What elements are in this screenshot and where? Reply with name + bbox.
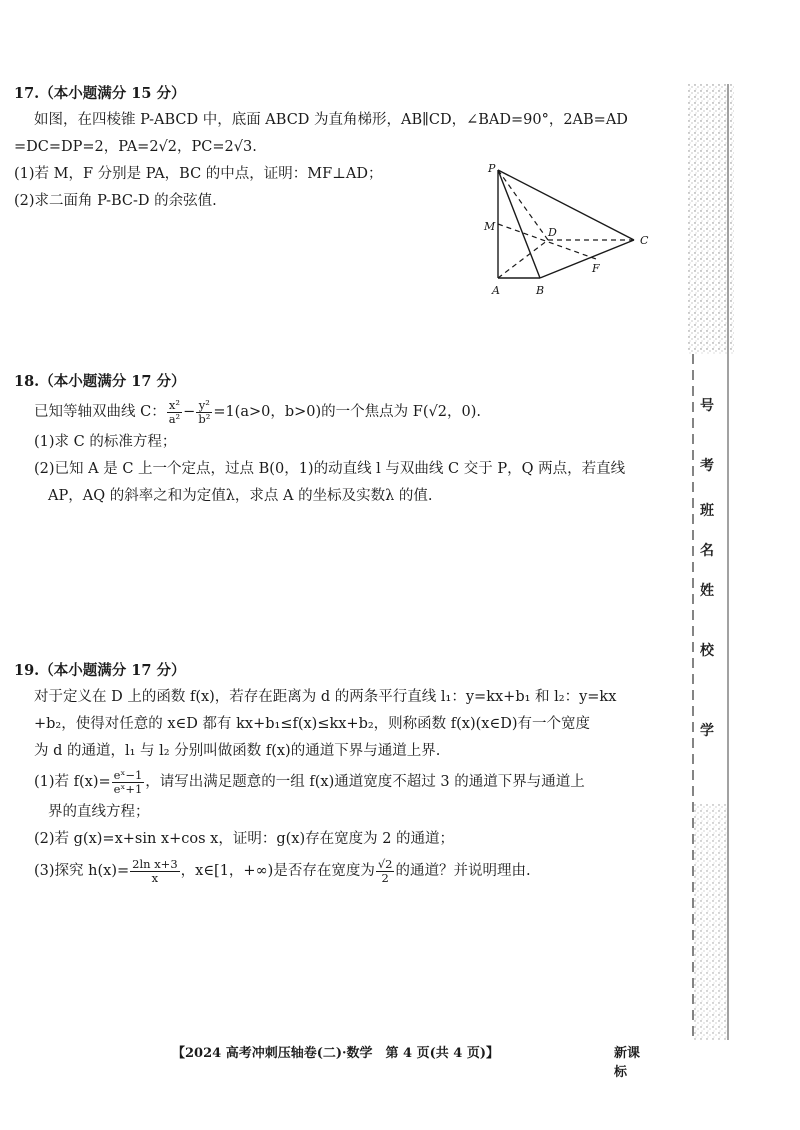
margin-label-4: 名 — [700, 543, 714, 559]
edge-PD — [498, 170, 548, 240]
q18-part1: (1)求 C 的标准方程； — [34, 434, 177, 450]
margin-label-1: 号 — [700, 398, 714, 414]
fraction-ex: $\frac{\text{eˣ−1}}{\text{eˣ+1}}$ — [113, 767, 143, 796]
edge-PB — [498, 170, 540, 278]
question-19 — [14, 657, 664, 889]
fraction-sqrt2-2: $\frac{√2}{2}$ — [377, 856, 393, 885]
label-P: P — [488, 162, 496, 175]
fraction-lnx: $\frac{\text{2ln x+3}}{x}$ — [132, 856, 178, 885]
q17-title: 17.（本小题满分 15 分） — [14, 85, 186, 102]
fraction-y2-b2: $\frac{\text{y²}}{\text{b²}}$ — [198, 397, 211, 426]
margin-label-2: 考 — [700, 458, 714, 474]
q18-part2-line1: (2)已知 A 是 C 上一个定点，过点 B(0，1)的动直线 l 与双曲线 C 交于 P，Q 两点，若直线 — [34, 461, 626, 477]
label-A: A — [492, 284, 500, 297]
binding-margin-strip — [688, 84, 734, 1040]
q18-part2-line2: AP，AQ 的斜率之和为定值λ，求点 A 的坐标及实数λ 的值. — [48, 488, 433, 504]
q19-stem-line3: 为 d 的通道，l₁ 与 l₂ 分别叫做函数 f(x)的通道下界与通道上界. — [34, 743, 441, 759]
label-C: C — [640, 234, 649, 247]
q17-stem-line2: =DC=DP=2，PA=2√2，PC=2√3. — [14, 139, 257, 155]
q19-part2: (2)若 g(x)=x+sin x+cos x，证明：g(x)存在宽度为 2 的通道； — [34, 831, 455, 847]
page-footer — [172, 1042, 652, 1080]
edge-BC — [540, 240, 634, 278]
q19-part1-cont: 界的直线方程； — [48, 804, 150, 820]
q17-part1: (1)若 M，F 分别是 PA，BC 的中点，证明：MF⊥AD； — [14, 166, 383, 182]
q18-title: 18.（本小题满分 17 分） — [14, 373, 186, 390]
margin-label-5: 姓 — [700, 583, 714, 599]
q17-stem-line1: 如图，在四棱锥 P-ABCD 中，底面 ABCD 为直角梯形，AB∥CD，∠BAD=90°，2AB=AD — [34, 112, 628, 128]
segment-MF — [498, 224, 596, 259]
q19-stem-line1: 对于定义在 D 上的函数 f(x)，若存在距离为 d 的两条平行直线 l₁：y=kx+b₁ 和 l₂：y=kx — [34, 689, 617, 705]
q19-part3: (3)探究 h(x)= $\frac{\text{2ln x+3}}{x}$ ，x∈[1，+∞)是否存在宽度为 $\frac{√2}{2}$ 的通道？并说明理由. — [34, 856, 531, 885]
label-F: F — [592, 262, 600, 275]
label-M: M — [484, 220, 496, 233]
pyramid-figure — [478, 160, 658, 305]
margin-label-3: 班 — [700, 503, 714, 519]
question-18 — [14, 368, 664, 510]
q18-stem: 已知等轴双曲线 C： $\frac{\text{x²}}{\text{a²}}$ − $\frac{\text{y²}}{\text{b²}}$ =1(a>0，b>0)的一个焦点为 F(√2，0). — [34, 397, 481, 426]
margin-label-6: 校 — [700, 643, 714, 659]
q17-part2: (2)求二面角 P-BC-D 的余弦值. — [14, 193, 217, 209]
fraction-x2-a2: $\frac{\text{x²}}{\text{a²}}$ — [168, 397, 181, 426]
label-B: B — [536, 284, 545, 297]
edge-PC — [498, 170, 634, 240]
margin-label-7: 学 — [700, 723, 714, 739]
edge-AD — [498, 240, 548, 278]
q19-stem-line2: +b₂，使得对任意的 x∈D 都有 kx+b₁≤f(x)≤kx+b₂，则称函数 f(x)(x∈D)有一个宽度 — [34, 716, 590, 732]
q19-title: 19.（本小题满分 17 分） — [14, 662, 186, 679]
footer-edition: 新课标 — [614, 1046, 641, 1080]
q19-part1: (1)若 f(x)= $\frac{\text{eˣ−1}}{\text{eˣ+1}}$ ，请写出满足题意的一组 f(x)通道宽度不超过 3 的通道下界与通道上 — [34, 767, 585, 796]
label-D: D — [548, 226, 557, 239]
footer-title: 【2024 高考冲刺压轴卷(二)·数学 第 4 页(共 4 页)】 — [172, 1046, 500, 1061]
